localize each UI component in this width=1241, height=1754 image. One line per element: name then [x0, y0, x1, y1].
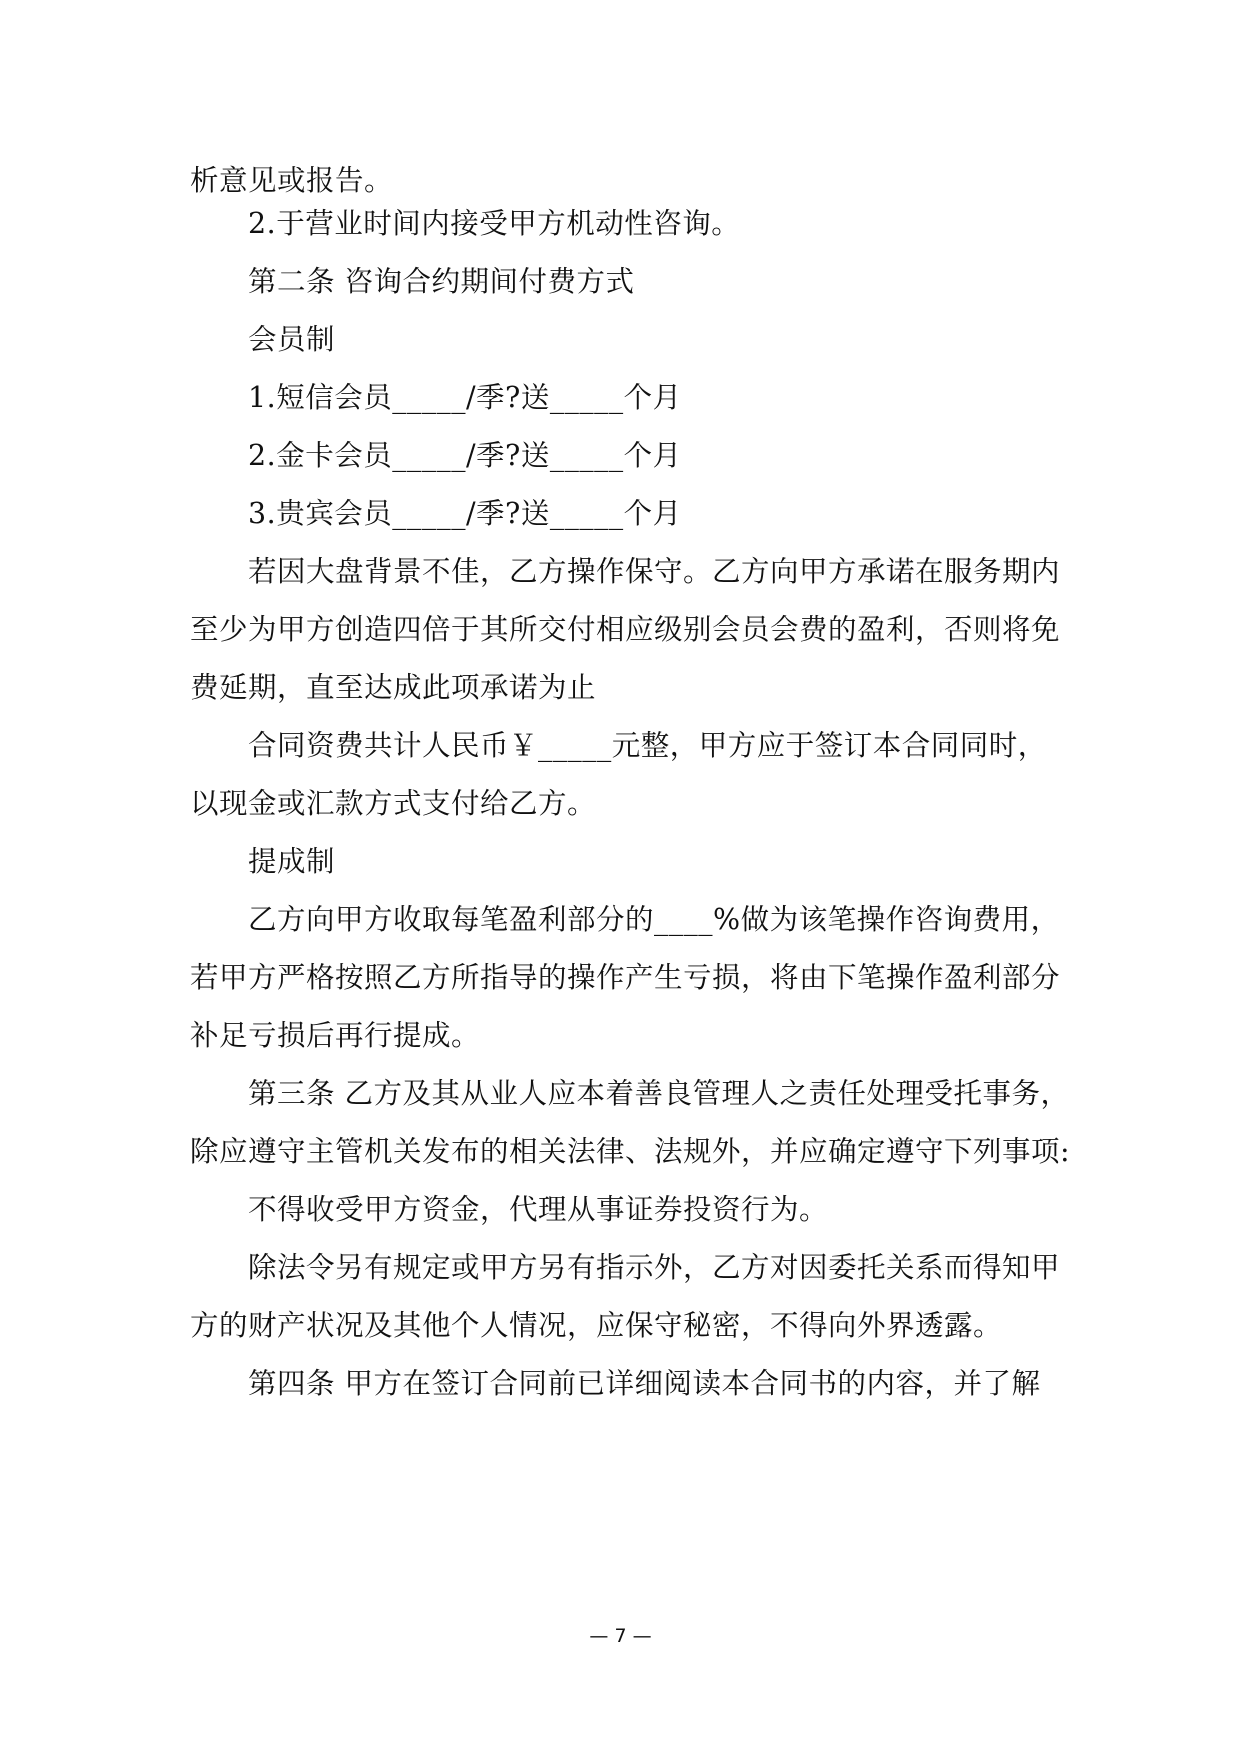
text-line: 乙方向甲方收取每笔盈利部分的____%做为该笔操作咨询费用，	[248, 903, 1060, 936]
subheading: 会员制	[248, 323, 336, 356]
text-line: 除应遵守主管机关发布的相关法律、法规外，并应确定遵守下列事项:	[190, 1135, 1071, 1168]
text-line: 若因大盘背景不佳，乙方操作保守。乙方向甲方承诺在服务期内	[248, 555, 1061, 588]
text-line: 若甲方严格按照乙方所指导的操作产生亏损，将由下笔操作盈利部分	[190, 961, 1061, 994]
subheading: 提成制	[248, 845, 336, 878]
list-item: 1.短信会员_____/季?送_____个月	[248, 381, 682, 414]
section-heading: 第二条 咨询合约期间付费方式	[248, 265, 635, 298]
list-item: 2.金卡会员_____/季?送_____个月	[248, 439, 682, 472]
text-line: 除法令另有规定或甲方另有指示外，乙方对因委托关系而得知甲	[248, 1251, 1061, 1284]
text-line: 费延期，直至达成此项承诺为止	[190, 671, 597, 704]
text-line: 补足亏损后再行提成。	[190, 1019, 481, 1052]
text-line: 2.于营业时间内接受甲方机动性咨询。	[248, 207, 741, 240]
text-line: 方的财产状况及其他个人情况，应保守秘密，不得向外界透露。	[190, 1309, 1003, 1342]
section-heading: 第四条 甲方在签订合同前已详细阅读本合同书的内容，并了解	[248, 1367, 1041, 1400]
page-number: — 7 —	[589, 1625, 652, 1647]
text-line: 以现金或汇款方式支付给乙方。	[190, 787, 597, 820]
list-item: 3.贵宾会员_____/季?送_____个月	[248, 497, 682, 530]
text-line: 合同资费共计人民币￥_____元整，甲方应于签订本合同同时，	[248, 729, 1047, 762]
text-line: 析意见或报告。	[190, 164, 394, 197]
section-heading: 第三条 乙方及其从业人应本着善良管理人之责任处理受托事务，	[248, 1077, 1070, 1110]
text-line: 不得收受甲方资金，代理从事证券投资行为。	[248, 1193, 829, 1226]
text-line: 至少为甲方创造四倍于其所交付相应级别会员会费的盈利，否则将免	[190, 613, 1061, 646]
